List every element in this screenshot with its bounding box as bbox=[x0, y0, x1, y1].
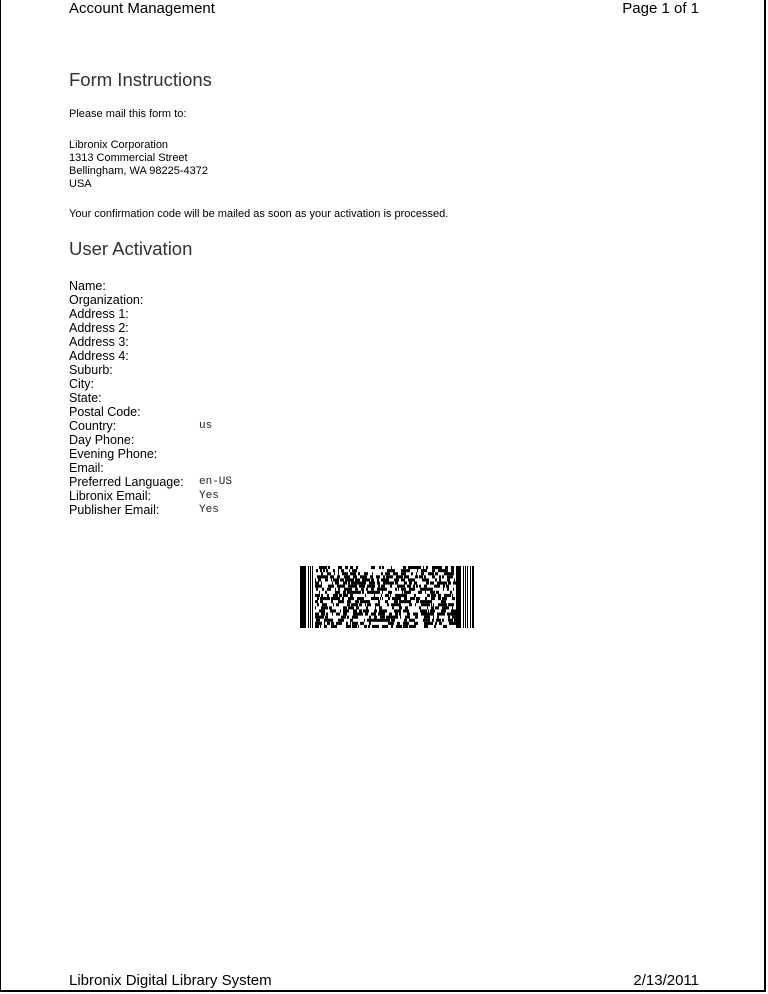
field-row-evening-phone bbox=[69, 447, 232, 461]
user-activation-heading: User Activation bbox=[69, 238, 193, 259]
field-label: Evening Phone: bbox=[69, 447, 158, 461]
field-row-email bbox=[69, 461, 232, 475]
field-row-publisher-email bbox=[69, 503, 232, 517]
field-label: Organization: bbox=[69, 293, 144, 307]
field-label: Suburb: bbox=[69, 363, 113, 377]
field-label: Preferred Language: bbox=[69, 475, 184, 489]
field-value: en-US bbox=[199, 476, 233, 488]
field-row-city bbox=[69, 377, 232, 391]
field-row-address-2 bbox=[69, 321, 232, 335]
field-label: Postal Code: bbox=[69, 405, 141, 419]
field-label: Address 4: bbox=[69, 349, 129, 363]
footer-system-name: Libronix Digital Library System bbox=[69, 972, 272, 989]
field-label: State: bbox=[69, 391, 102, 405]
form-instructions-heading: Form Instructions bbox=[69, 69, 212, 90]
mailing-address bbox=[69, 139, 208, 191]
confirmation-note: Your confirmation code will be mailed as soon as your activation is processed. bbox=[69, 208, 449, 220]
field-row-name bbox=[69, 279, 232, 293]
field-row-libronix-email bbox=[69, 489, 232, 503]
field-row-country bbox=[69, 419, 232, 433]
field-label: Email: bbox=[69, 461, 104, 475]
address-line: USA bbox=[69, 178, 92, 190]
field-label: Day Phone: bbox=[69, 433, 135, 447]
field-label: Address 2: bbox=[69, 321, 129, 335]
address-line: 1313 Commercial Street bbox=[69, 152, 188, 164]
field-row-postal-code bbox=[69, 405, 232, 419]
address-line: Libronix Corporation bbox=[69, 139, 169, 151]
address-line: Bellingham, WA 98225-4372 bbox=[69, 165, 209, 177]
field-row-day-phone bbox=[69, 433, 232, 447]
field-row-suburb bbox=[69, 363, 232, 377]
field-row-address-4 bbox=[69, 349, 232, 363]
field-value: Yes bbox=[199, 490, 219, 502]
field-label: Name: bbox=[69, 279, 106, 293]
field-label: Publisher Email: bbox=[69, 503, 160, 517]
pdf417-barcode bbox=[300, 566, 474, 628]
field-value: Yes bbox=[199, 504, 219, 516]
field-row-preferred-language bbox=[69, 475, 232, 489]
footer-date: 2/13/2011 bbox=[633, 972, 699, 989]
activation-fields bbox=[69, 279, 232, 517]
mail-prompt: Please mail this form to: bbox=[69, 108, 187, 120]
header-title: Account Management bbox=[69, 0, 215, 17]
field-row-organization bbox=[69, 293, 232, 307]
field-label: Address 1: bbox=[69, 307, 129, 321]
field-label: Country: bbox=[69, 419, 117, 433]
field-row-address-3 bbox=[69, 335, 232, 349]
field-label: Address 3: bbox=[69, 335, 129, 349]
field-row-address-1 bbox=[69, 307, 232, 321]
field-row-state bbox=[69, 391, 232, 405]
field-value: us bbox=[199, 420, 213, 432]
page-indicator: Page 1 of 1 bbox=[622, 0, 699, 17]
field-label: Libronix Email: bbox=[69, 489, 151, 503]
field-label: City: bbox=[69, 377, 94, 391]
